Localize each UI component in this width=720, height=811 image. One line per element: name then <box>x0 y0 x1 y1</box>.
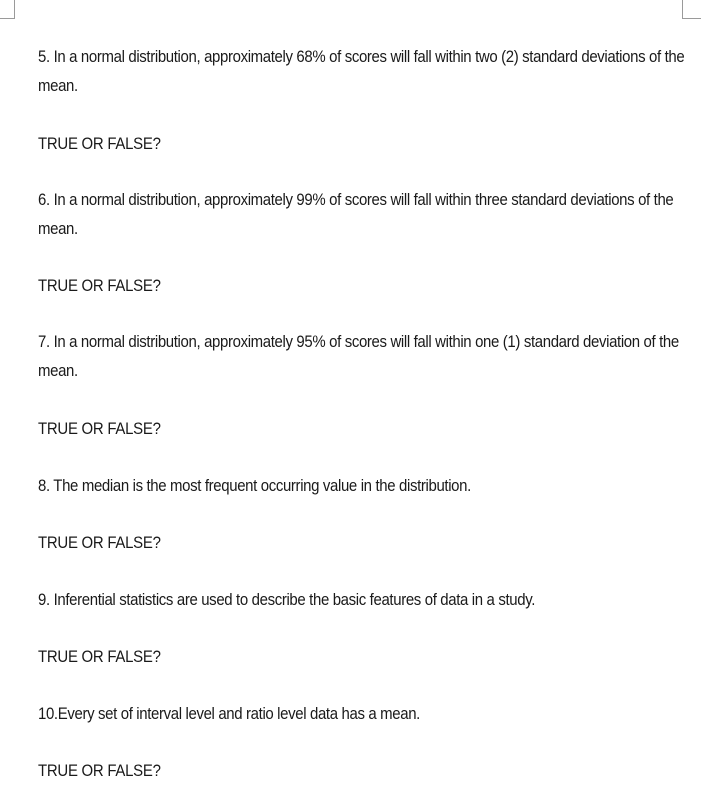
true-false-prompt-7: TRUE OR FALSE? <box>38 419 161 438</box>
question-7: 7. In a normal distribution, approximately 95% of scores will fall within one (1) standard deviation of the mean. <box>38 332 679 380</box>
question-9: 9. Inferential statistics are used to describe the basic features of data in a study. <box>38 590 536 609</box>
page-corner-mark-right <box>682 0 701 19</box>
page-corner-mark-left <box>0 0 15 19</box>
question-5: 5. In a normal distribution, approximately 68% of scores will fall within two (2) standard deviations of the mean. <box>38 47 685 95</box>
question-8: 8. The median is the most frequent occurring value in the distribution. <box>38 476 471 495</box>
true-false-prompt-8: TRUE OR FALSE? <box>38 533 161 552</box>
true-false-prompt-9: TRUE OR FALSE? <box>38 647 161 666</box>
true-false-prompt-10: TRUE OR FALSE? <box>38 761 161 780</box>
question-10: 10.Every set of interval level and ratio level data has a mean. <box>38 704 420 723</box>
true-false-prompt-5: TRUE OR FALSE? <box>38 134 161 153</box>
true-false-prompt-6: TRUE OR FALSE? <box>38 276 161 295</box>
question-6: 6. In a normal distribution, approximately 99% of scores will fall within three standard deviations of the mean. <box>38 190 674 238</box>
